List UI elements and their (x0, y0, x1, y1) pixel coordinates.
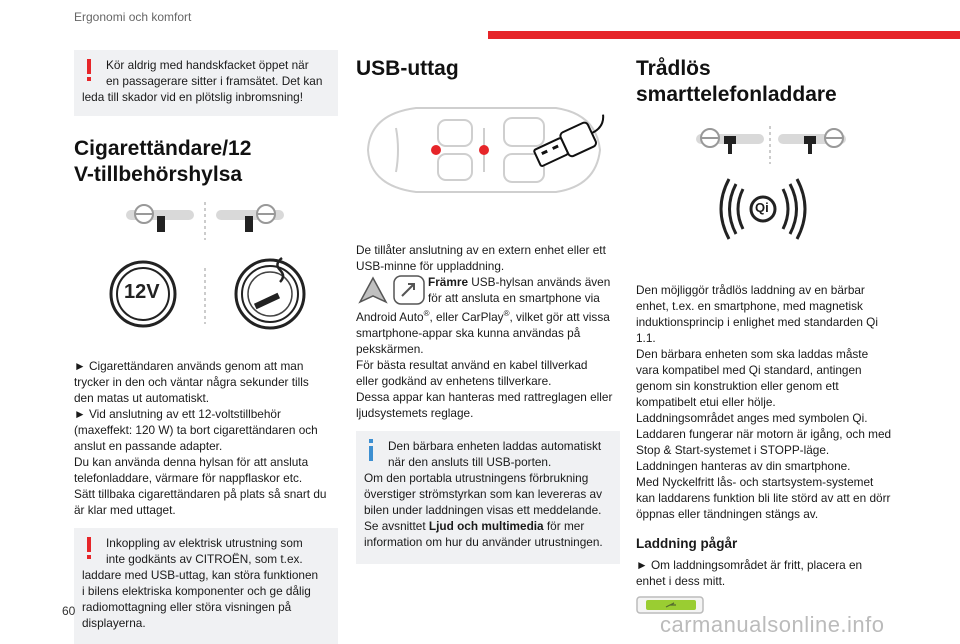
warning-line: leda till skador vid en plötslig inbromsning! (82, 90, 303, 104)
warning-line: en passagerare sitter i framsätet. Det kan (106, 74, 323, 88)
info-line: information om hur du använder utrustningen. (364, 534, 603, 549)
carplay-text: , eller CarPlay (429, 309, 504, 324)
body-line: anslut en passande adapter. (74, 439, 223, 453)
dashboard-position-illustration (74, 198, 338, 244)
wireless-body-text (636, 282, 900, 522)
header-accent-bar (488, 31, 960, 39)
body-line: pekskärmen. (356, 341, 424, 356)
body-line: för att ansluta en smartphone via (428, 291, 600, 305)
usb-plug-icon (532, 114, 614, 171)
info-line: bilen under laddningen visas ett meddelande. (364, 502, 602, 517)
body-line: är klar med uttaget. (74, 503, 176, 517)
carplay-rest: , vilket gör att vissa (509, 309, 610, 324)
body-line: Dessa appar kan hanteras med rattreglagen eller (356, 389, 613, 404)
heading-line: V-tillbehörshylsa (74, 163, 243, 186)
qi-label: Qi (755, 200, 769, 215)
body-line: ► Cigarettändaren används genom att man (74, 359, 304, 373)
steering-wheel-right-icon (216, 205, 284, 232)
front-label: Främre (428, 275, 468, 289)
body-line (428, 274, 610, 290)
info-text: Se avsnittet (364, 518, 429, 533)
front-text: USB-hylsan används även (468, 275, 611, 289)
heading-line: Cigarettändare/12 (74, 137, 252, 160)
charging-section (636, 536, 900, 615)
column-3 (636, 50, 900, 615)
usb-port-marker-left (431, 145, 441, 155)
body-line: Den bärbara enheten som ska laddas måste (636, 347, 869, 361)
android-auto-icon (356, 274, 390, 306)
body-line: vara kompatibel med Qi standard, antingen (636, 363, 862, 377)
steering-wheel-left-icon (696, 129, 764, 154)
body-line: Sätt tillbaka cigarettändaren på plats så snart du (74, 487, 327, 501)
body-line: kompatibelt etui eller hölje. (636, 395, 776, 409)
charging-subheading: Laddning pågår (636, 536, 738, 551)
warning-line: displayerna. (82, 616, 146, 630)
body-line: Du kan använda denna hylsan för att ansluta (74, 455, 309, 469)
body-line: (maxeffekt: 120 W) ta bort cigarettändaren och (74, 423, 318, 437)
android-text: Android Auto (356, 309, 424, 324)
body-line: Stop & Start-systemet i STOPP-läge. (636, 443, 830, 457)
page-number: 60 (62, 604, 76, 618)
body-line: enhet, t.ex. en smartphone, med magnetisk (636, 299, 863, 313)
info-line: Den bärbara enheten laddas automatiskt (388, 438, 602, 453)
usb-body-text (356, 242, 620, 421)
info-text: för mer (543, 518, 585, 533)
warning-line: Inkoppling av elektrisk utrustning som (106, 536, 303, 550)
body-line: Laddaren fungerar när motorn är igång, och med (636, 427, 892, 441)
footer-watermark: carmanualsonline.info (660, 612, 885, 637)
registered-mark: ® (503, 309, 510, 318)
info-line: när den ansluts till USB-porten. (388, 454, 552, 469)
body-line (356, 306, 620, 325)
warning-line: inte godkänts av CITROËN, som t.ex. (106, 552, 303, 566)
cigarette-lighter-icon (236, 258, 304, 328)
usb-port-marker-right (479, 145, 489, 155)
multimedia-link[interactable]: Ljud och multimedia (428, 518, 544, 533)
body-line: ► Vid anslutning av ett 12-voltstillbehör (74, 407, 281, 421)
body-line: induktionsprincip i enlighet med standarden Qi (636, 315, 878, 329)
body-line: USB-minne för uppladdning. (356, 259, 505, 273)
socket-illustration (74, 248, 338, 340)
info-line: överstiger strömstyrkan som kan levereras av (364, 486, 602, 501)
warning-line: Kör aldrig med handskfacket öppet när (106, 58, 309, 72)
section-header: Ergonomi och komfort (74, 10, 192, 24)
cigarette-heading (74, 136, 338, 188)
warning-icon (87, 537, 91, 552)
qi-symbol-illustration (636, 174, 900, 244)
warning-box-glovebox (74, 50, 338, 116)
body-line: ljudsystemets reglage. (356, 405, 474, 420)
body-line: telefonladdare, värmare för nappflaskor etc. (74, 471, 303, 485)
info-icon (369, 439, 373, 461)
info-line: Om den portabla utrustningens förbrukning (364, 470, 589, 485)
warning-line: i bilens elektriska komponenter och ge dålig (82, 584, 311, 598)
warning-line: radiomottagning eller störa visningen på (82, 600, 292, 614)
car-usb-illustration (356, 94, 620, 206)
body-line: enhet i dess mitt. (636, 574, 726, 588)
column-2 (356, 50, 620, 564)
socket-voltage-label: 12V (124, 281, 160, 303)
wireless-heading: Trådlös smarttelefonladdare (636, 57, 837, 106)
info-box-usb (356, 431, 620, 564)
front-usb-row (356, 274, 620, 306)
body-line: De tillåter anslutning av en extern enhet eller ett (356, 243, 606, 257)
info-line (364, 518, 612, 534)
usb-heading: USB-uttag (356, 57, 459, 80)
body-line: öppnas eller tändningen stängs av. (636, 507, 819, 521)
body-line: För bästa resultat använd en kabel tillverkad (356, 357, 588, 372)
warning-box-electrical (74, 528, 338, 644)
warning-icon (87, 59, 91, 74)
dashboard-position-illustration (636, 122, 900, 168)
registered-mark: ® (423, 309, 430, 318)
steering-wheel-right-icon (778, 129, 846, 154)
body-line: 1.1. (636, 331, 656, 345)
body-line: den matas ut automatiskt. (74, 391, 210, 405)
body-line: Laddningen hanteras av din smartphone. (636, 459, 851, 473)
carplay-icon (392, 274, 426, 306)
body-line: Laddningsområdet anges med symbolen Qi. (636, 411, 868, 425)
cigarette-body-text (74, 358, 338, 518)
body-line: Med Nyckelfritt lås- och startsystem-systemet (636, 475, 874, 489)
warning-line: laddare med USB-uttag, kan störa funktionen (82, 568, 319, 582)
body-line: smartphone-appar ska kunna användas på (356, 325, 581, 340)
column-1 (74, 50, 338, 644)
steering-wheel-left-icon (126, 205, 194, 232)
body-line: eller godkänd av enhetens tillverkare. (356, 373, 552, 388)
body-line: genom sin konstruktion eller genom ett (636, 379, 839, 393)
body-line: Den möjliggör trådlös laddning av en bärbar (636, 283, 865, 297)
body-line: kan laddarens funktion bli lite störd av att en dörr (636, 491, 891, 505)
body-line: ► Om laddningsområdet är fritt, placera en (636, 558, 863, 572)
body-line: trycker in den och väntar några sekunder tills (74, 375, 309, 389)
